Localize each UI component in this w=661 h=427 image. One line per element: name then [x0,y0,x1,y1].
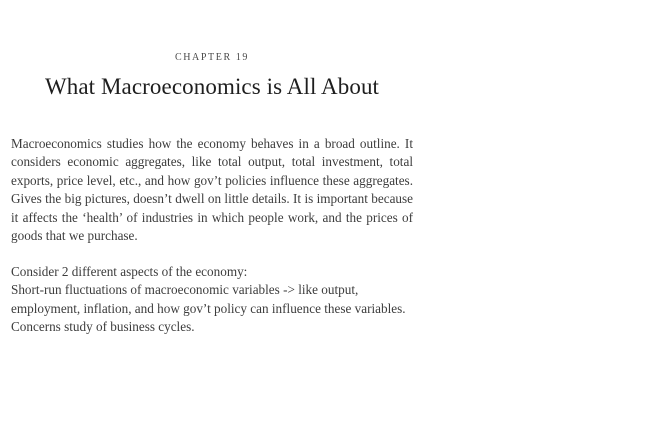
paragraph-2-detail: Short-run fluctuations of macroeconomic variables -> like output, employment, inflation, and how gov’t policy can influence these variables. Concerns study of business cycles. [11,282,406,335]
body-paragraph-2 [11,263,413,337]
paragraph-2-intro: Consider 2 different aspects of the economy: [11,264,248,279]
body-paragraph-1: Macroeconomics studies how the economy behaves in a broad outline. It considers economic aggregates, like total output, total investment, total exports, price level, etc., and how gov’t policies influence these aggregates. Gives the big pictures, doesn’t dwell on little details. It is important because it affects the ‘health’ of industries in which people work, and the prices of goods that we purchase. [11,136,413,244]
chapter-title: What Macroeconomics is All About [44,74,380,99]
chapter-label: CHAPTER 19 [174,52,250,63]
